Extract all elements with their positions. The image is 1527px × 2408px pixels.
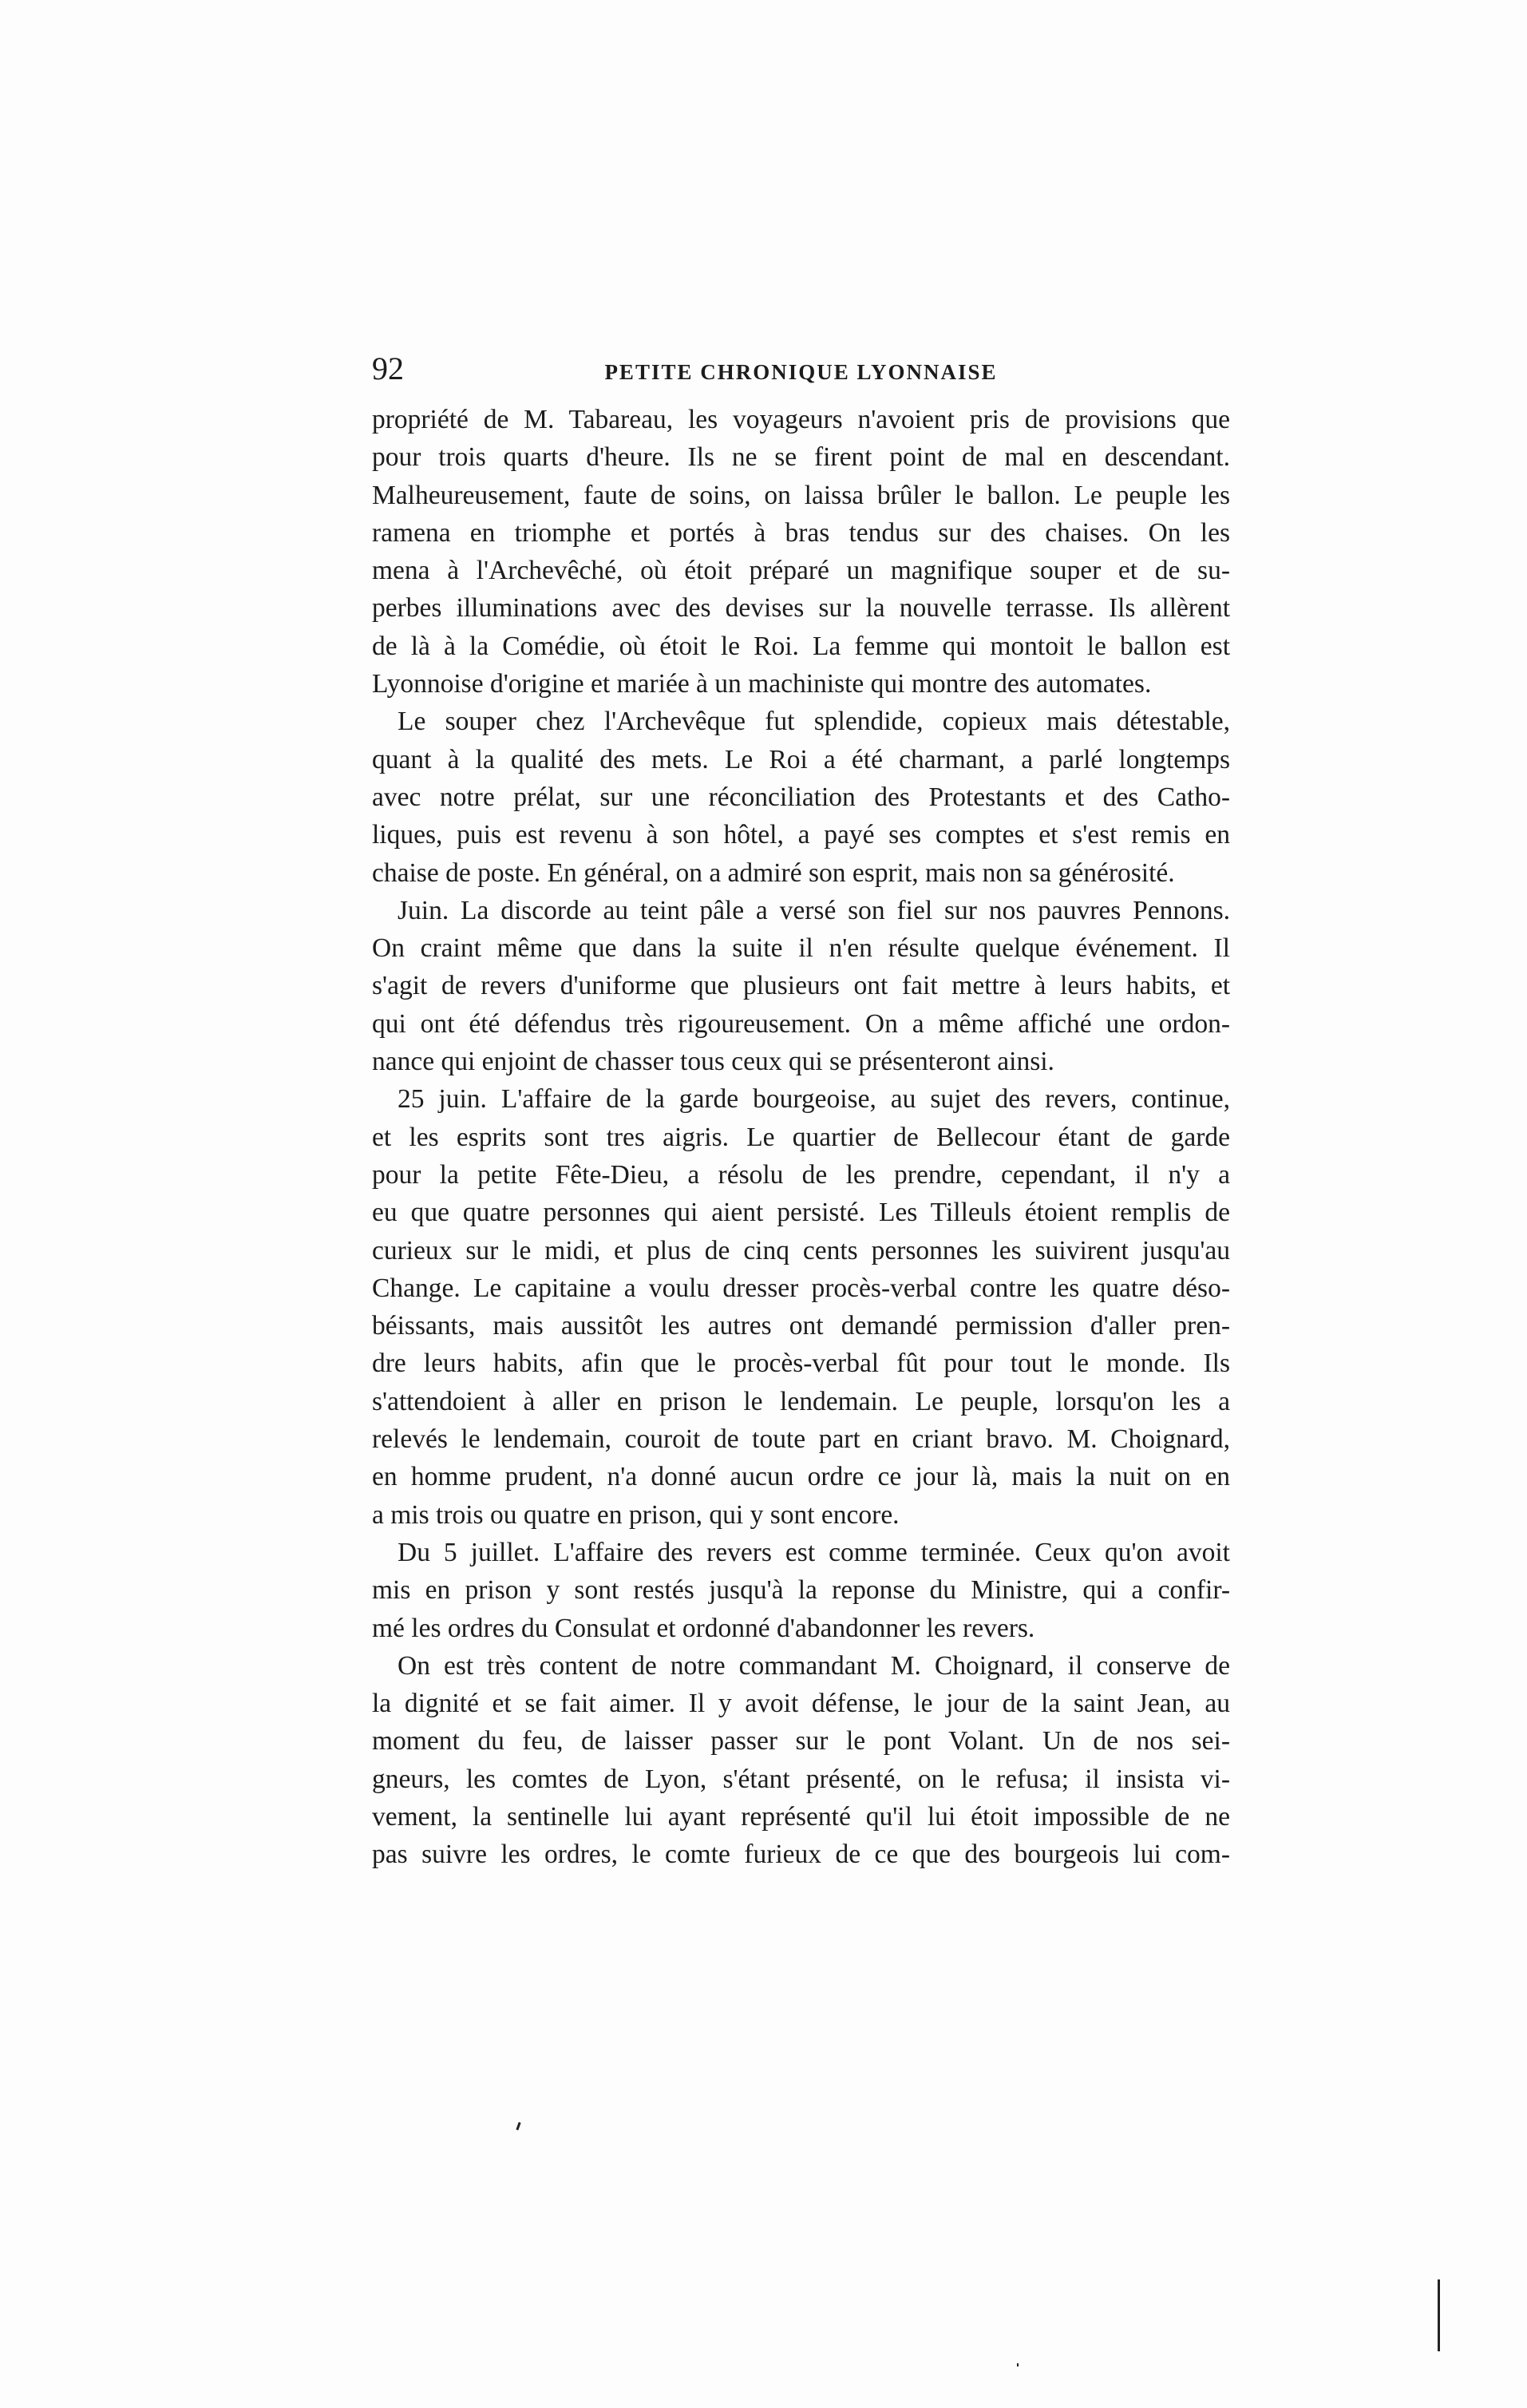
text-line: s'agit de revers d'uniforme que plusieurs ont fait mettre à leurs habits, et [372, 971, 1230, 1001]
text-line: liques, puis est revenu à son hôtel, a payé ses comptes et s'est remis en [372, 820, 1230, 850]
text-line: a mis trois ou quatre en prison, qui y sont encore. [372, 1499, 900, 1530]
text-line: nance qui enjoint de chasser tous ceux qui se présenteront ainsi. [372, 1047, 1054, 1077]
page-header [372, 348, 1230, 390]
text-line: moment du feu, de laisser passer sur le pont Volant. Un de nos sei- [372, 1726, 1230, 1756]
body-text [372, 401, 1230, 1874]
text-line: dre leurs habits, afin que le procès-verbal fût pour tout le monde. Ils [372, 1349, 1230, 1379]
text-line: relevés le lendemain, couroit de toute part en criant bravo. M. Choignard, [372, 1424, 1230, 1455]
text-line: Lyonnoise d'origine et mariée à un machiniste qui montre des automates. [372, 669, 1152, 699]
text-line: qui ont été défendus très rigoureusement. On a même affiché une ordon- [372, 1008, 1230, 1039]
scan-speck [1017, 2363, 1019, 2366]
text-line: pas suivre les ordres, le comte furieux de ce que des bourgeois lui com- [372, 1840, 1230, 1870]
text-line: gneurs, les comtes de Lyon, s'étant présenté, on le refusa; il insista vi- [372, 1764, 1230, 1794]
text-line: vement, la sentinelle lui ayant représenté qu'il lui étoit impossible de ne [372, 1801, 1230, 1832]
text-line: curieux sur le midi, et plus de cinq cents personnes les suivirent jusqu'au [372, 1235, 1230, 1265]
running-title: PETITE CHRONIQUE LYONNAISE [604, 360, 998, 384]
text-line: avec notre prélat, sur une réconciliation des Protestants et des Catho- [372, 782, 1230, 812]
text-line: Du 5 juillet. L'affaire des revers est comme terminée. Ceux qu'on avoit [398, 1537, 1230, 1567]
text-line: béissants, mais aussitôt les autres ont demandé permission d'aller pren- [372, 1311, 1230, 1341]
text-line: 25 juin. L'affaire de la garde bourgeoise, au sujet des revers, continue, [398, 1084, 1230, 1115]
text-line: chaise de poste. En général, on a admiré son esprit, mais non sa générosité. [372, 857, 1175, 888]
text-line: de là à la Comédie, où étoit le Roi. La femme qui montoit le ballon est [372, 631, 1230, 661]
text-line: eu que quatre personnes qui aient persisté. Les Tilleuls étoient remplis de [372, 1198, 1230, 1228]
text-line: pour la petite Fête-Dieu, a résolu de les prendre, cependant, il n'y a [372, 1159, 1230, 1190]
text-line: mena à l'Archevêché, où étoit préparé un magnifique souper et de su- [372, 556, 1230, 586]
text-line: en homme prudent, n'a donné aucun ordre ce jour là, mais la nuit on en [372, 1462, 1230, 1492]
text-line: Malheureusement, faute de soins, on laissa brûler le ballon. Le peuple les [372, 480, 1230, 510]
scan-speck [516, 2122, 520, 2130]
text-line: Juin. La discorde au teint pâle a versé son fiel sur nos pauvres Pennons. [398, 895, 1230, 925]
text-line: la dignité et se fait aimer. Il y avoit défense, le jour de la saint Jean, au [372, 1689, 1230, 1719]
text-line: mé les ordres du Consulat et ordonné d'abandonner les revers. [372, 1613, 1035, 1643]
text-line: On craint même que dans la suite il n'en résulte quelque événement. Il [372, 933, 1230, 964]
text-line: perbes illuminations avec des devises sur la nouvelle terrasse. Ils allèrent [372, 593, 1230, 624]
text-line: ramena en triomphe et portés à bras tendus sur des chaises. On les [372, 517, 1230, 548]
scan-edge-line [1438, 2279, 1440, 2351]
text-line: et les esprits sont tres aigris. Le quartier de Bellecour étant de garde [372, 1122, 1230, 1152]
text-line: On est très content de notre commandant M. Choignard, il conserve de [398, 1650, 1230, 1681]
text-line: Change. Le capitaine a voulu dresser procès-verbal contre les quatre déso- [372, 1273, 1230, 1303]
text-line: pour trois quarts d'heure. Ils ne se firent point de mal en descendant. [372, 442, 1230, 473]
text-line: quant à la qualité des mets. Le Roi a été charmant, a parlé longtemps [372, 744, 1230, 774]
page-number: 92 [372, 351, 404, 386]
text-line: mis en prison y sont restés jusqu'à la reponse du Ministre, qui a confir- [372, 1575, 1230, 1606]
text-line: s'attendoient à aller en prison le lendemain. Le peuple, lorsqu'on les a [372, 1386, 1230, 1416]
text-line: Le souper chez l'Archevêque fut splendide, copieux mais détestable, [398, 707, 1230, 737]
text-line: propriété de M. Tabareau, les voyageurs n'avoient pris de provisions que [372, 405, 1230, 434]
